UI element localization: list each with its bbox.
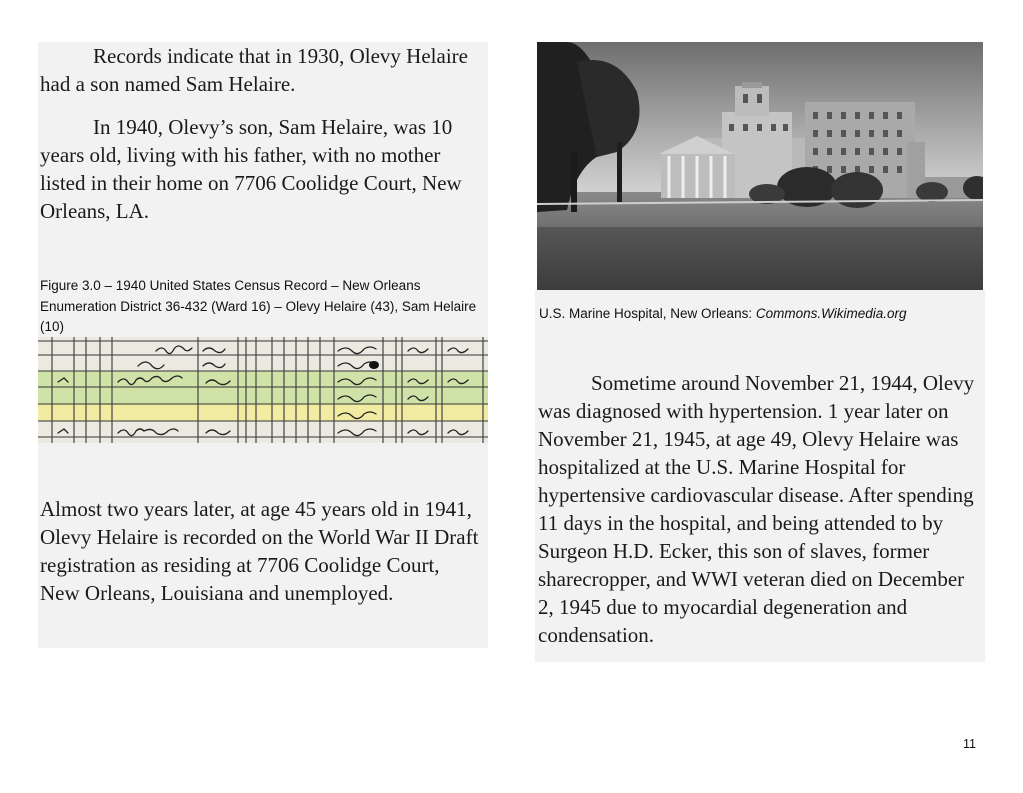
paragraph-son-record: Records indicate that in 1930, Olevy Helaire had a son named Sam Helaire. xyxy=(40,44,468,96)
marine-hospital-photo xyxy=(537,42,983,290)
paragraph-1940-census: In 1940, Olevy’s son, Sam Helaire, was 10 years old, living with his father, with no mother listed in their home on 7706 Coolidge Court, New Orleans, LA. xyxy=(40,115,462,223)
photo-caption-source: Commons.Wikimedia.org xyxy=(755,306,907,321)
photo-caption-hospital xyxy=(539,304,979,325)
paragraph-hospitalization: Sometime around November 21, 1944, Olevy was diagnosed with hypertension. 1 year later on November 21, 1945, at age 49, Olevy Helaire was hospitalized at the U.S. Marine Hospital for hypertensive cardiovascular disease. After spending 11 days in the hospital, and being attended to by Surgeon H.D. Ecker, this son of slaves, former sharecropper, and WWI veteran died on December 2, 1945 due to myocardial degeneration and condensation. xyxy=(538,371,975,647)
paragraph-draft-registration: Almost two years later, at age 45 years old in 1941, Olevy Helaire is recorded on the World War II Draft registration as residing at 7706 Coolidge Court, New Orleans, Louisiana and unemployed. xyxy=(40,497,479,605)
page-number: 11 xyxy=(963,737,976,751)
figure-caption-census: Figure 3.0 – 1940 United States Census Record – New Orleans Enumeration District 36-432 (Ward 16) – Olevy Helaire (43), Sam Helaire (10) xyxy=(40,278,477,334)
photo-caption-text: U.S. Marine Hospital, New Orleans: xyxy=(539,306,756,321)
census-record-image xyxy=(38,337,488,443)
